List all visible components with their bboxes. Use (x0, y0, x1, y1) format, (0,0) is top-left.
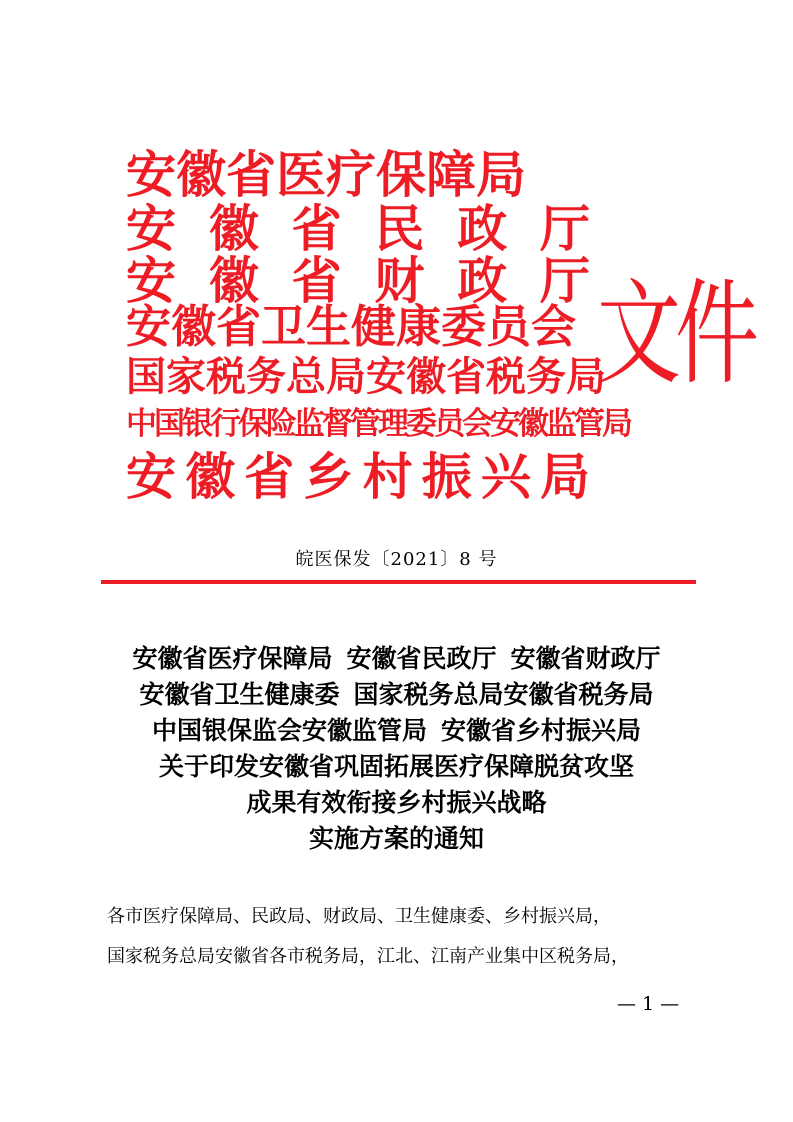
masthead-character: 振 (421, 448, 472, 506)
masthead-agency-civil-affairs (126, 200, 590, 258)
title-issuer-civil-affairs: 安徽省民政厅 (346, 644, 497, 673)
title-line-4: 关于印发安徽省巩固拓展医疗保障脱贫攻坚 (158, 752, 634, 781)
masthead-character: 省 (291, 252, 342, 310)
title-issuer-rural-revitalization: 安徽省乡村振兴局 (441, 716, 642, 745)
masthead-character: 厅 (539, 200, 590, 258)
title-issuer-finance: 安徽省财政厅 (510, 644, 661, 673)
masthead-agency-rural-revitalization (126, 448, 590, 506)
masthead-character: 安 (126, 448, 176, 506)
title-line-6: 实施方案的通知 (308, 824, 484, 853)
masthead-character: 徽 (208, 252, 259, 310)
masthead-character: 安 (126, 252, 176, 310)
document-masthead (0, 0, 793, 520)
masthead-character: 民 (374, 200, 425, 258)
document-title (0, 641, 793, 857)
title-line-1 (0, 641, 793, 677)
masthead-character: 政 (457, 200, 508, 258)
masthead-character: 政 (457, 252, 508, 310)
title-line-2 (0, 677, 793, 713)
masthead-character: 兴 (480, 448, 531, 506)
masthead-agency-finance (126, 252, 590, 310)
masthead-character: 省 (244, 448, 295, 506)
masthead-agency-medical-security: 安徽省医疗保障局 (126, 146, 526, 204)
addressee-line-2: 国家税务总局安徽省各市税务局，江北、江南产业集中区税务局， (107, 946, 629, 967)
masthead-character: 徽 (185, 448, 236, 506)
page-number: — 1 — (617, 993, 680, 1015)
red-divider-line (101, 580, 696, 584)
masthead-character: 徽 (208, 200, 259, 258)
title-issuer-taxation: 国家税务总局安徽省税务局 (353, 680, 654, 709)
masthead-agency-banking-insurance: 中国银行保险监督管理委员会安徽监管局 (126, 406, 630, 442)
masthead-agency-health-commission: 安徽省卫生健康委员会 (126, 300, 577, 353)
title-line-5: 成果有效衔接乡村振兴战略 (246, 788, 547, 817)
document-number: 皖医保发〔2021〕8 号 (295, 549, 498, 570)
addressee-line-1: 各市医疗保障局、民政局、财政局、卫生健康委、乡村振兴局， (107, 906, 611, 927)
masthead-document-suffix: 文件 (597, 267, 754, 400)
title-issuer-health-commission: 安徽省卫生健康委 (139, 680, 340, 709)
masthead-character: 省 (291, 200, 342, 258)
masthead-character: 厅 (539, 252, 590, 310)
title-issuer-medical-security: 安徽省医疗保障局 (132, 644, 333, 673)
masthead-agency-taxation: 国家税务总局安徽省税务局 (126, 354, 606, 400)
masthead-character: 安 (126, 200, 176, 258)
title-line-3 (0, 713, 793, 749)
masthead-character: 乡 (303, 448, 354, 506)
masthead-character: 局 (539, 448, 590, 506)
masthead-character: 财 (374, 252, 425, 310)
title-issuer-banking-insurance: 中国银保监会安徽监管局 (151, 716, 427, 745)
masthead-character: 村 (362, 448, 413, 506)
